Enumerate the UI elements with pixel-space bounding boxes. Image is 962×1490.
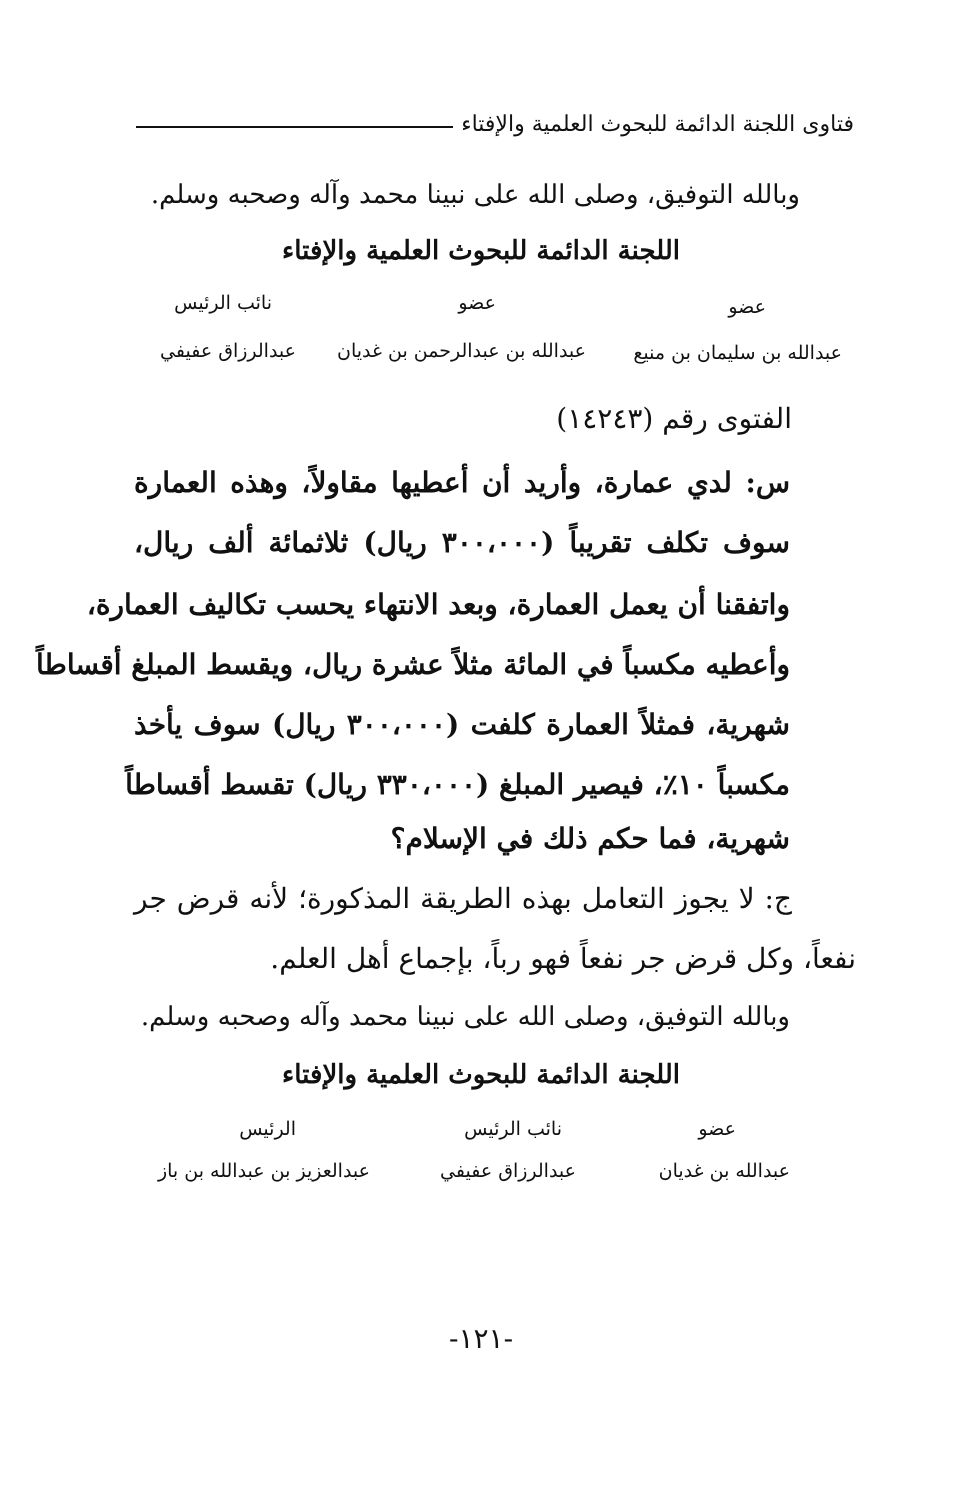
question-line: واتفقنا أن يعمل العمارة، وبعد الانتهاء يحسب تكاليف العمارة، bbox=[86, 588, 790, 621]
signatory-name: عبدالله بن عبدالرحمن بن غديان bbox=[337, 340, 586, 362]
page-number: -١٢١- bbox=[448, 1322, 514, 1355]
committee-title: اللجنة الدائمة للبحوث العلمية والإفتاء bbox=[282, 236, 680, 266]
answer-line: نفعاً، وكل قرض جر نفعاً فهو رباً، بإجماع أهل العلم. bbox=[270, 942, 856, 975]
signatory-role: عضو bbox=[698, 1118, 736, 1140]
signatory-name: عبدالرزاق عفيفي bbox=[440, 1160, 576, 1182]
signatory-role: نائب الرئيس bbox=[464, 1118, 562, 1140]
committee-title: اللجنة الدائمة للبحوث العلمية والإفتاء bbox=[282, 1060, 680, 1090]
question-line: شهرية، فمثلاً العمارة كلفت (٣٠٠،٠٠٠ ريال) سوف يأخذ bbox=[134, 708, 790, 741]
signatory-role: عضو bbox=[728, 296, 766, 318]
header-title: فتاوى اللجنة الدائمة للبحوث العلمية والإفتاء bbox=[461, 111, 854, 137]
question-line: سوف تكلف تقريباً (٣٠٠،٠٠٠ ريال) ثلاثمائة ألف ريال، bbox=[134, 526, 790, 559]
signatory-name: عبدالرزاق عفيفي bbox=[160, 340, 296, 362]
signatory-role: عضو bbox=[458, 292, 496, 314]
signatory-role: نائب الرئيس bbox=[174, 292, 272, 314]
fatwa-number: الفتوى رقم (١٤٢٤٣) bbox=[556, 402, 792, 435]
question-line: مكسباً ١٠٪، فيصير المبلغ (٣٣٠،٠٠٠ ريال) تقسط أقساطاً bbox=[125, 768, 790, 801]
signatory-name: عبدالله بن غديان bbox=[658, 1160, 790, 1182]
closing-line: وبالله التوفيق، وصلى الله على نبينا محمد وآله وصحبه وسلم. bbox=[140, 1002, 790, 1032]
header-rule bbox=[136, 126, 453, 128]
running-header bbox=[136, 104, 854, 144]
question-line: س: لدي عمارة، وأريد أن أعطيها مقاولاً، وهذه العمارة bbox=[134, 466, 790, 499]
closing-line: وبالله التوفيق، وصلى الله على نبينا محمد وآله وصحبه وسلم. bbox=[150, 180, 800, 210]
question-line: وأعطيه مكسباً في المائة مثلاً عشرة ريال، ويقسط المبلغ أقساطاً bbox=[36, 648, 790, 681]
signatory-name: عبدالله بن سليمان بن منيع bbox=[633, 342, 842, 364]
signatory-role: الرئيس bbox=[239, 1118, 296, 1140]
signatory-name: عبدالعزيز بن عبدالله بن باز bbox=[157, 1160, 370, 1182]
answer-line: ج: لا يجوز التعامل بهذه الطريقة المذكورة؛ لأنه قرض جر bbox=[134, 882, 792, 915]
question-line: شهرية، فما حكم ذلك في الإسلام؟ bbox=[390, 822, 790, 855]
